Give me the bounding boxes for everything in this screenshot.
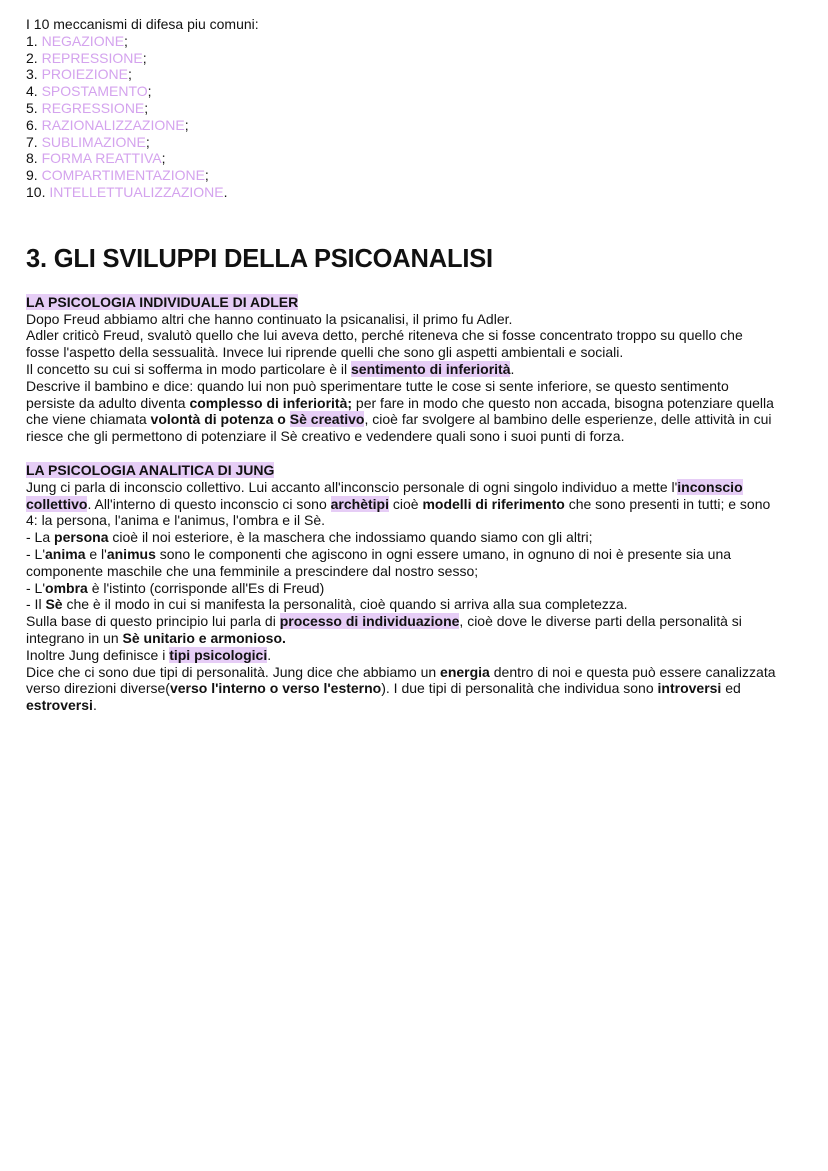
jung-paragraph-4: Dice che ci sono due tipi di personalità. Jung dice che abbiamo un energia dentro di noi e questa può essere canalizzata verso direzioni diverse(verso l'interno o verso l'esterno). I due tipi di personalità che individua sono introversi ed estroversi.	[26, 663, 776, 714]
list-item	[26, 33, 778, 50]
jung-list-item-persona: - La persona cioè il noi esteriore, è la maschera che indossiamo quando siamo con gli altri;	[26, 529, 593, 546]
jung-list-item-anima: - L'anima e l'animus sono le componenti che agiscono in ogni essere umano, in ognuno di noi è presente sia una componente maschile che una femminile a prescindere dal nostro sesso;	[26, 545, 732, 579]
highlight-term: Sè creativo	[289, 411, 365, 428]
item-punct: ;	[145, 133, 150, 150]
adler-paragraph-1: Dopo Freud abbiamo altri che hanno continuato la psicanalisi, il primo fu Adler.	[26, 310, 513, 327]
item-punct: ;	[161, 150, 166, 167]
list-item	[26, 134, 778, 151]
jung-list-item-ombra: - L'ombra è l'istinto (corrisponde all'Es di Freud)	[26, 579, 325, 596]
list-item	[26, 150, 778, 167]
document-page	[26, 16, 778, 714]
list-item	[26, 50, 778, 67]
bold-term: Sè unitario e armonioso.	[122, 629, 286, 646]
list-item	[26, 100, 778, 117]
highlight-term: inconscio collettivo	[26, 478, 743, 512]
adler-paragraph-2: Adler criticò Freud, svalutò quello che lui aveva detto, perché riteneva che si fosse concentrato troppo su quello che fosse l'aspetto della sessualità. Invece lui riprende quelli che sono gli aspetti ambientali e sociali.	[26, 327, 743, 361]
item-number: 5.	[26, 99, 38, 116]
item-punct: .	[223, 183, 228, 200]
item-number: 7.	[26, 133, 38, 150]
item-punct: ;	[204, 167, 209, 184]
adler-paragraph-4: Descrive il bambino e dice: quando lui non può sperimentare tutte le cose si sente inferiore, se questo sentimento persiste da adulto diventa complesso di inferiorità; per fare in modo che questo non accada, bisogna potenziare quella che viene chiamata volontà di potenza o Sè creativo, cioè far svolgere al bambino delle esperienze, delle attività in cui riesce che gli permettono di potenziare il Sè creativo e vedendere quali sono i suoi punti di forza.	[26, 377, 774, 445]
highlight-term: archètipi	[330, 495, 389, 512]
item-punct: ;	[184, 116, 189, 133]
item-punct: ;	[144, 99, 149, 116]
item-punct: ;	[124, 32, 128, 49]
item-name: NEGAZIONE	[41, 32, 125, 49]
highlight-term: processo di individuazione	[279, 613, 460, 630]
item-number: 1.	[26, 32, 38, 49]
item-name: SPOSTAMENTO	[41, 83, 148, 100]
list-item	[26, 83, 778, 100]
highlight-term: tipi psicologici	[169, 646, 268, 663]
item-punct: ;	[142, 49, 147, 66]
bold-term: complesso di inferiorità;	[189, 394, 353, 411]
mechanisms-intro: I 10 meccanismi di difesa piu comuni:	[26, 16, 259, 32]
item-name: COMPARTIMENTAZIONE	[41, 167, 205, 184]
jung-list-item-se: - Il Sè che è il modo in cui si manifesta la personalità, cioè quando si arriva alla sua completezza.	[26, 596, 628, 613]
list-item	[26, 167, 778, 184]
jung-section	[26, 462, 778, 714]
item-punct: ;	[127, 66, 132, 83]
mechanisms-list	[26, 33, 778, 201]
item-name: PROIEZIONE	[41, 66, 128, 83]
adler-heading: LA PSICOLOGIA INDIVIDUALE DI ADLER	[26, 293, 299, 310]
item-punct: ;	[147, 83, 152, 100]
item-name: RAZIONALIZZAZIONE	[41, 116, 185, 133]
item-number: 9.	[26, 167, 38, 184]
adler-paragraph-3: Il concetto su cui si sofferma in modo particolare è il sentimento di inferiorità.	[26, 360, 515, 377]
item-number: 3.	[26, 66, 38, 83]
item-name: REGRESSIONE	[41, 99, 145, 116]
jung-paragraph-1: Jung ci parla di inconscio collettivo. Lui accanto all'inconscio personale di ogni singolo individuo a mette l'inconscio collettivo. All'interno di questo inconscio ci sono archètipi cioè modelli di riferimento che sono presenti in tutti; e sono 4: la persona, l'anima e l'animus, l'ombra e il Sè.	[26, 478, 771, 529]
section-title: 3. GLI SVILUPPI DELLA PSICOANALISI	[26, 244, 493, 273]
list-item	[26, 66, 778, 83]
bold-term: modelli di riferimento	[422, 495, 565, 512]
item-number: 10.	[26, 183, 46, 200]
list-item	[26, 184, 778, 201]
item-name: FORMA REATTIVA	[41, 150, 162, 167]
jung-heading: LA PSICOLOGIA ANALITICA DI JUNG	[26, 461, 275, 478]
item-name: SUBLIMAZIONE	[41, 133, 146, 150]
adler-section	[26, 294, 778, 445]
jung-paragraph-2: Sulla base di questo principio lui parla di processo di individuazione, cioè dove le diverse parti della personalità si integrano in un Sè unitario e armonioso.	[26, 613, 742, 646]
list-item	[26, 117, 778, 134]
item-number: 6.	[26, 116, 38, 133]
item-name: REPRESSIONE	[41, 49, 143, 66]
item-number: 8.	[26, 150, 38, 167]
bold-term: volontà di potenza o	[150, 411, 290, 428]
item-number: 2.	[26, 49, 38, 66]
item-name: INTELLETTUALIZZAZIONE	[49, 183, 224, 200]
jung-paragraph-3: Inoltre Jung definisce i tipi psicologici.	[26, 646, 272, 663]
item-number: 4.	[26, 83, 38, 100]
highlight-term: sentimento di inferiorità	[351, 360, 511, 377]
